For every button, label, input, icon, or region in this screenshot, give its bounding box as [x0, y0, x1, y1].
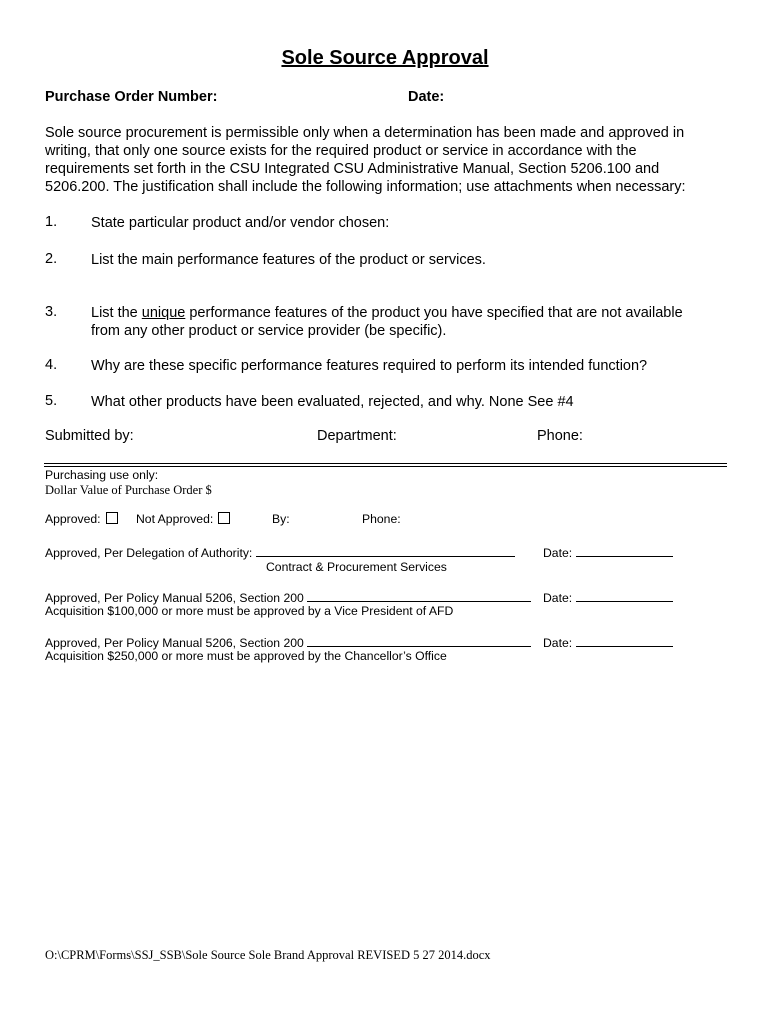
- footer-file-path: O:\CPRM\Forms\SSJ_SSB\Sole Source Sole Brand Approval REVISED 5 27 2014.docx: [45, 948, 491, 962]
- policy-2-note: Acquisition $250,000 or more must be approved by the Chancellor’s Office: [45, 649, 447, 663]
- question-2-text: List the main performance features of the product or services.: [91, 252, 486, 268]
- delegation-signature-line[interactable]: [256, 545, 515, 557]
- policy-1-date-label: Date:: [543, 591, 573, 605]
- policy-1-date-row: [543, 590, 673, 605]
- policy-1-label: Approved, Per Policy Manual 5206, Section 200: [45, 591, 304, 605]
- not-approved-label: Not Approved:: [136, 512, 214, 526]
- question-number: 2.: [45, 251, 58, 267]
- question-1-text: State particular product and/or vendor chosen:: [91, 215, 390, 231]
- policy-2-date-row: [543, 635, 673, 650]
- question-text: [91, 393, 574, 411]
- policy-2-date-line[interactable]: [576, 635, 673, 647]
- question-4-text: Why are these specific performance features required to perform its intended function?: [91, 358, 648, 374]
- delegation-label: Approved, Per Delegation of Authority:: [45, 546, 253, 560]
- delegation-sub-label: Contract & Procurement Services: [266, 560, 447, 574]
- policy-1-note: Acquisition $100,000 or more must be approved by a Vice President of AFD: [45, 604, 454, 618]
- question-number: 1.: [45, 214, 58, 230]
- policy-1-signature-line[interactable]: [307, 590, 531, 602]
- question-text: [91, 357, 647, 375]
- policy-2-signature-line[interactable]: [307, 635, 531, 647]
- intro-line: 5206.200. The justification shall include the following information; use attachments when necessary:: [45, 179, 686, 195]
- phone-label: Phone:: [537, 428, 583, 444]
- intro-line: requirements set forth in the CSU Integrated CSU Administrative Manual, Section 5206.100 and: [45, 161, 660, 177]
- delegation-date-row: [543, 545, 673, 560]
- intro-line: Sole source procurement is permissible only when a determination has been made and approved in: [45, 125, 685, 141]
- delegation-row: [45, 545, 515, 560]
- not-approved-checkbox-row: [136, 512, 230, 526]
- approved-label: Approved:: [45, 512, 101, 526]
- question-number: 5.: [45, 393, 58, 409]
- divider: [44, 463, 727, 464]
- not-approved-checkbox[interactable]: [218, 512, 230, 524]
- question-3-line-2: from any other product or service provider (be specific).: [91, 323, 447, 339]
- header-date-label: Date:: [408, 89, 445, 105]
- po-number-label: Purchase Order Number:: [45, 89, 218, 105]
- page-title: Sole Source Approval: [281, 47, 489, 69]
- approved-checkbox[interactable]: [106, 512, 118, 524]
- question-3-post: performance features of the product you have specified that are not available: [185, 305, 683, 321]
- policy-2-date-label: Date:: [543, 636, 573, 650]
- department-label: Department:: [317, 428, 397, 444]
- question-text: [91, 304, 683, 340]
- policy-1-row: [45, 590, 531, 605]
- question-3-underlined: unique: [141, 305, 186, 321]
- purchasing-phone-label: Phone:: [362, 512, 401, 526]
- question-3-pre: List the: [91, 305, 142, 321]
- policy-2-row: [45, 635, 531, 650]
- policy-2-label: Approved, Per Policy Manual 5206, Section 200: [45, 636, 304, 650]
- dollar-value-label: Dollar Value of Purchase Order $: [45, 483, 212, 497]
- purchasing-use-only-label: Purchasing use only:: [45, 468, 159, 482]
- question-text: [91, 214, 389, 232]
- intro-line: writing, that only one source exists for the required product or service in accordance with the: [45, 143, 637, 159]
- question-3-line-1: [91, 304, 683, 322]
- question-number: 4.: [45, 357, 58, 373]
- question-5-text: What other products have been evaluated, rejected, and why. None See #4: [91, 394, 574, 410]
- by-label: By:: [272, 512, 290, 526]
- intro-paragraph: [45, 124, 735, 196]
- question-number: 3.: [45, 304, 58, 320]
- delegation-date-label: Date:: [543, 546, 573, 560]
- approved-checkbox-row: [45, 512, 118, 526]
- delegation-date-line[interactable]: [576, 545, 673, 557]
- submitted-by-label: Submitted by:: [45, 428, 134, 444]
- policy-1-date-line[interactable]: [576, 590, 673, 602]
- divider: [44, 466, 727, 467]
- question-text: [91, 251, 486, 269]
